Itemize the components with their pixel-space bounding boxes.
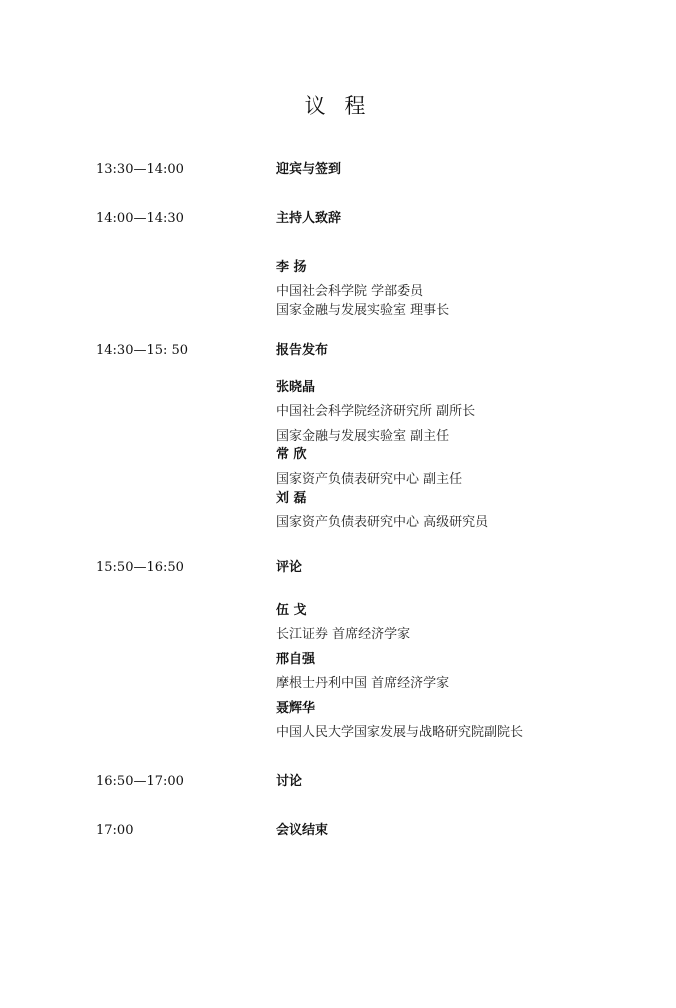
agenda-item: 报告发布 [276,343,329,358]
speaker-affiliation: 国家金融与发展实验室 副主任 [276,429,450,444]
speaker-affiliation: 中国社会科学院 学部委员 [276,284,424,299]
time-slot: 15:50—16:50 [96,560,184,575]
speaker-name: 常 欣 [276,447,307,462]
time-slot: 14:00—14:30 [96,211,184,226]
time-slot: 13:30—14:00 [96,162,184,177]
speaker-name: 刘 磊 [276,491,307,506]
speaker-affiliation: 长江证券 首席经济学家 [276,627,411,642]
speaker-affiliation: 国家资产负债表研究中心 高级研究员 [276,515,489,530]
page-title: 议 程 [304,94,372,118]
time-slot: 16:50—17:00 [96,774,184,789]
time-slot: 14:30—15: 50 [96,343,189,358]
agenda-item: 讨论 [276,774,303,789]
time-slot: 17:00 [96,823,134,838]
speaker-name: 邢自强 [276,652,316,667]
speaker-affiliation: 国家金融与发展实验室 理事长 [276,303,450,318]
speaker-affiliation: 国家资产负债表研究中心 副主任 [276,472,463,487]
speaker-name: 伍 戈 [276,603,307,618]
agenda-item: 评论 [276,560,303,575]
agenda-item: 迎宾与签到 [276,162,342,177]
agenda-item: 会议结束 [276,823,329,838]
speaker-affiliation: 中国社会科学院经济研究所 副所长 [276,404,476,419]
speaker-name: 李 扬 [276,260,307,275]
speaker-name: 张晓晶 [276,380,316,395]
speaker-affiliation: 中国人民大学国家发展与战略研究院副院长 [276,725,524,740]
speaker-affiliation: 摩根士丹利中国 首席经济学家 [276,676,450,691]
agenda-item: 主持人致辞 [276,211,342,226]
speaker-name: 聂辉华 [276,701,316,716]
